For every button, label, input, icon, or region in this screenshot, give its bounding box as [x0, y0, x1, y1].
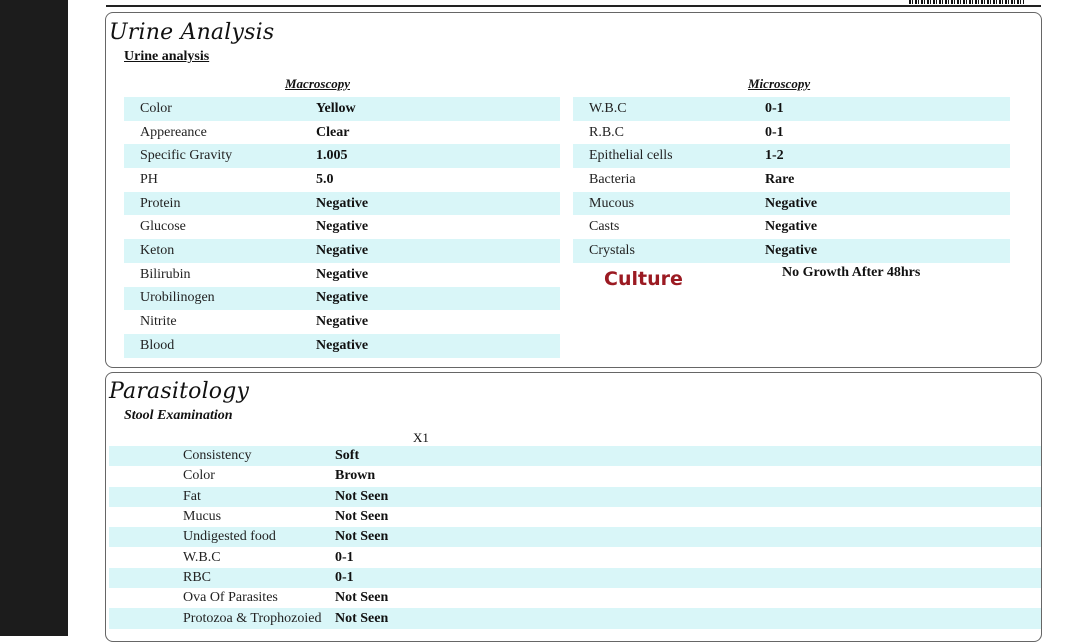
row-value: Negative: [765, 242, 818, 258]
parasitology-section-title: Parasitology: [109, 379, 250, 404]
macroscopy-heading: Macroscopy: [285, 76, 350, 91]
row-label: Urobilinogen: [140, 290, 215, 306]
row-value: Negative: [316, 314, 369, 330]
table-row: [124, 287, 560, 311]
row-label: Ova Of Parasites: [183, 590, 278, 606]
urine-analysis-panel: [105, 12, 1042, 368]
microscopy-table: [573, 97, 1010, 263]
row-label: Nitrite: [140, 314, 177, 330]
row-value: Negative: [765, 219, 818, 235]
table-row: [124, 263, 560, 287]
row-value: Negative: [316, 290, 369, 306]
row-label: Mucus: [183, 509, 222, 525]
row-label: W.B.C: [589, 100, 627, 116]
table-row: [109, 588, 1041, 608]
row-label: Keton: [140, 242, 175, 258]
row-value: 0-1: [765, 124, 784, 140]
row-value: Negative: [316, 219, 369, 235]
row-value: Brown: [335, 468, 376, 484]
table-row: [573, 121, 1010, 145]
row-label: R.B.C: [589, 124, 625, 140]
row-label: Protein: [140, 195, 181, 211]
row-label: Bilirubin: [140, 266, 191, 282]
table-row: [573, 168, 1010, 192]
row-value: Negative: [316, 337, 369, 353]
table-row: [573, 215, 1010, 239]
row-value: 0-1: [765, 100, 784, 116]
row-label: Undigested food: [183, 529, 276, 545]
row-label: Blood: [140, 337, 175, 353]
urine-subtitle: Urine analysis: [124, 49, 210, 64]
row-label: Protozoa & Trophozoied: [183, 610, 322, 626]
table-row: [124, 334, 560, 358]
row-label: W.B.C: [183, 549, 221, 565]
row-value: 1.005: [316, 148, 348, 164]
row-label: Color: [183, 468, 215, 484]
row-value: Negative: [316, 195, 369, 211]
macroscopy-table: [124, 97, 560, 358]
row-label: PH: [140, 171, 158, 187]
row-value: Not Seen: [335, 590, 389, 606]
row-value: Negative: [316, 242, 369, 258]
table-row: [124, 121, 560, 145]
row-value: Negative: [765, 195, 818, 211]
row-value: 0-1: [335, 549, 354, 565]
row-label: Bacteria: [589, 171, 636, 187]
row-value: Not Seen: [335, 610, 389, 626]
row-label: Crystals: [589, 242, 635, 258]
row-value: Not Seen: [335, 509, 389, 525]
table-row: [573, 97, 1010, 121]
row-value: Not Seen: [335, 529, 389, 545]
urine-section-title: Urine Analysis: [109, 20, 275, 45]
stool-exam-subtitle: Stool Examination: [124, 408, 233, 423]
row-label: Casts: [589, 219, 620, 235]
table-row: [124, 310, 560, 334]
row-label: Specific Gravity: [140, 148, 233, 164]
culture-value: No Growth After 48hrs: [782, 265, 921, 280]
table-row: [109, 527, 1041, 547]
table-row: [124, 239, 560, 263]
table-row: [109, 507, 1041, 527]
stool-exam-table: [109, 446, 1041, 629]
row-label: Mucous: [589, 195, 635, 211]
table-row: [124, 215, 560, 239]
table-row: [573, 144, 1010, 168]
row-value: Clear: [316, 124, 350, 140]
table-row: [109, 608, 1041, 628]
table-row: [124, 192, 560, 216]
table-row: [109, 568, 1041, 588]
table-row: [109, 547, 1041, 567]
table-row: [124, 144, 560, 168]
row-label: Glucose: [140, 219, 186, 235]
previous-section-edge: [106, 0, 1041, 7]
table-row: [573, 239, 1010, 263]
row-label: Appereance: [140, 124, 207, 140]
table-row: [124, 168, 560, 192]
row-label: Fat: [183, 488, 201, 504]
row-value: 0-1: [335, 569, 354, 585]
row-value: Yellow: [316, 100, 356, 116]
microscopy-heading: Microscopy: [748, 76, 811, 91]
row-value: Soft: [335, 448, 360, 464]
row-label: Epithelial cells: [589, 148, 673, 164]
row-label: Color: [140, 100, 172, 116]
table-row: [573, 192, 1010, 216]
row-label: RBC: [183, 569, 212, 585]
table-row: [124, 97, 560, 121]
row-label: Consistency: [183, 448, 252, 464]
left-dark-bar: [0, 0, 68, 636]
row-value: 5.0: [316, 171, 334, 187]
row-value: Rare: [765, 171, 795, 187]
culture-label: Culture: [604, 268, 683, 290]
parasitology-panel: [105, 372, 1042, 642]
table-row: [109, 446, 1041, 466]
row-value: 1-2: [765, 148, 784, 164]
table-row: [109, 487, 1041, 507]
table-row: [109, 466, 1041, 486]
row-value: Negative: [316, 266, 369, 282]
barcode-fragment: [909, 0, 1024, 4]
column-header-x1: X1: [413, 430, 429, 445]
row-value: Not Seen: [335, 488, 389, 504]
